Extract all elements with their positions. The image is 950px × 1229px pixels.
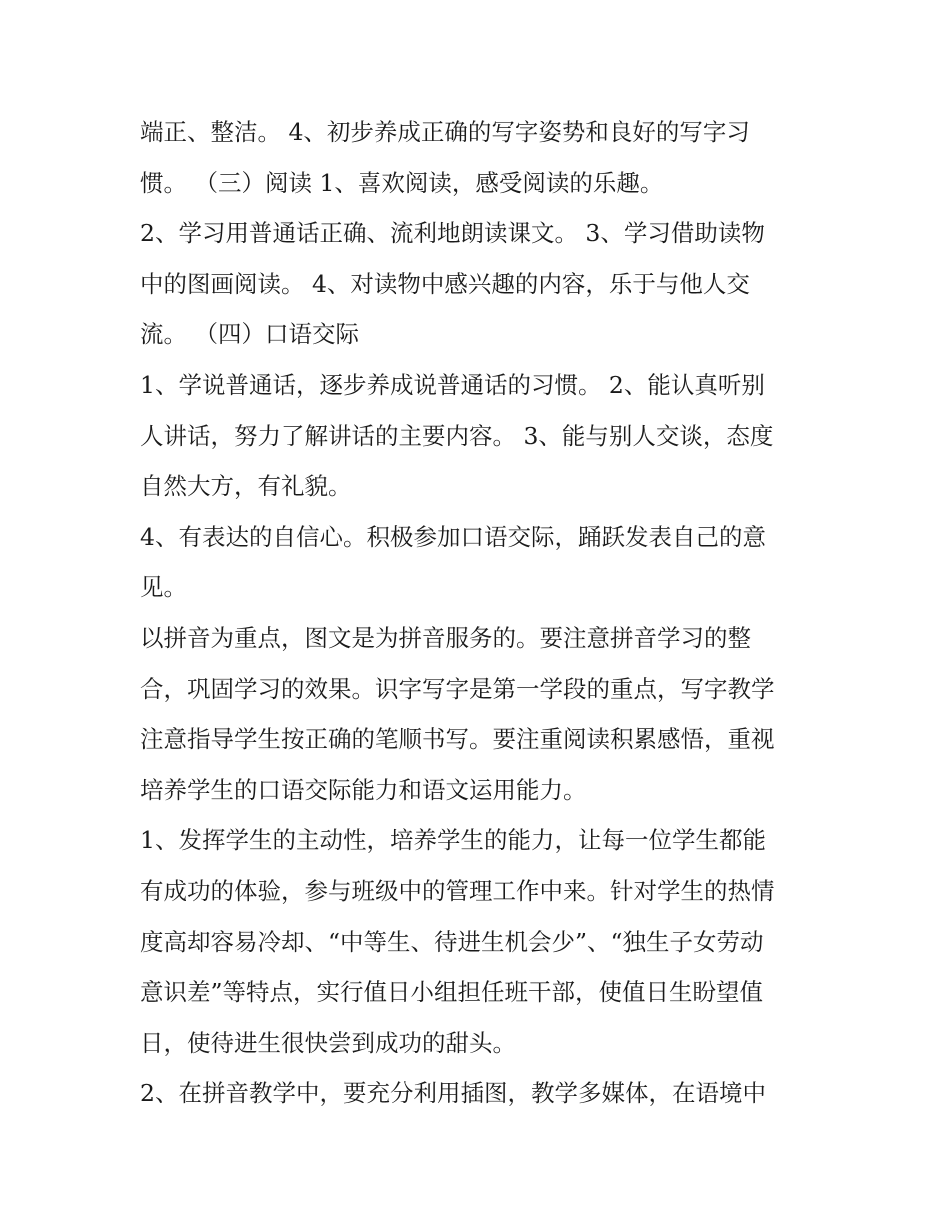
- text-line: 中的图画阅读。 4、对读物中感兴趣的内容，乐于与他人交: [140, 269, 750, 298]
- text-line: 度高却容易冷却、“中等生、待进生机会少”、“独生子女劳动: [140, 927, 764, 956]
- text-line: 日，使待进生很快尝到成功的甜头。: [140, 1028, 516, 1057]
- text-line: 意识差”等特点，实行值日小组担任班干部，使值日生盼望值: [140, 978, 764, 1007]
- text-line: 惯。 （三）阅读 1、喜欢阅读，感受阅读的乐趣。: [140, 168, 664, 197]
- text-line: 见。: [140, 573, 187, 602]
- text-line: 培养学生的口语交际能力和语文运用能力。: [140, 775, 587, 804]
- text-line: 以拼音为重点，图文是为拼音服务的。要注意拼音学习的整: [140, 623, 751, 652]
- text-line: 注意指导学生按正确的笔顺书写。要注重阅读积累感悟，重视: [140, 725, 775, 754]
- text-line: 合，巩固学习的效果。识字写字是第一学段的重点，写字教学: [140, 674, 775, 703]
- text-line: 端正、整洁。 4、初步养成正确的写字姿势和良好的写字习: [140, 118, 750, 146]
- text-line: 有成功的体验，参与班级中的管理工作中来。针对学生的热情: [140, 876, 775, 905]
- text-line: 4、有表达的自信心。积极参加口语交际，踊跃发表自己的意: [140, 522, 766, 551]
- text-line: 2、学习用普通话正确、流利地朗读课文。 3、学习借助读物: [140, 219, 765, 248]
- text-line: 1、发挥学生的主动性，培养学生的能力，让每一位学生都能: [140, 826, 766, 855]
- text-line: 自然大方，有礼貌。: [140, 472, 352, 501]
- text-line: 2、在拼音教学中，要充分利用插图，教学多媒体，在语境中: [140, 1079, 766, 1108]
- text-line: 人讲话，努力了解讲话的主要内容。 3、能与别人交谈，态度: [140, 421, 774, 450]
- text-line: 流。 （四）口语交际: [140, 320, 359, 349]
- body-text: [140, 107, 830, 1119]
- text-line: 1、学说普通话，逐步养成说普通话的习惯。 2、能认真听别: [140, 370, 765, 399]
